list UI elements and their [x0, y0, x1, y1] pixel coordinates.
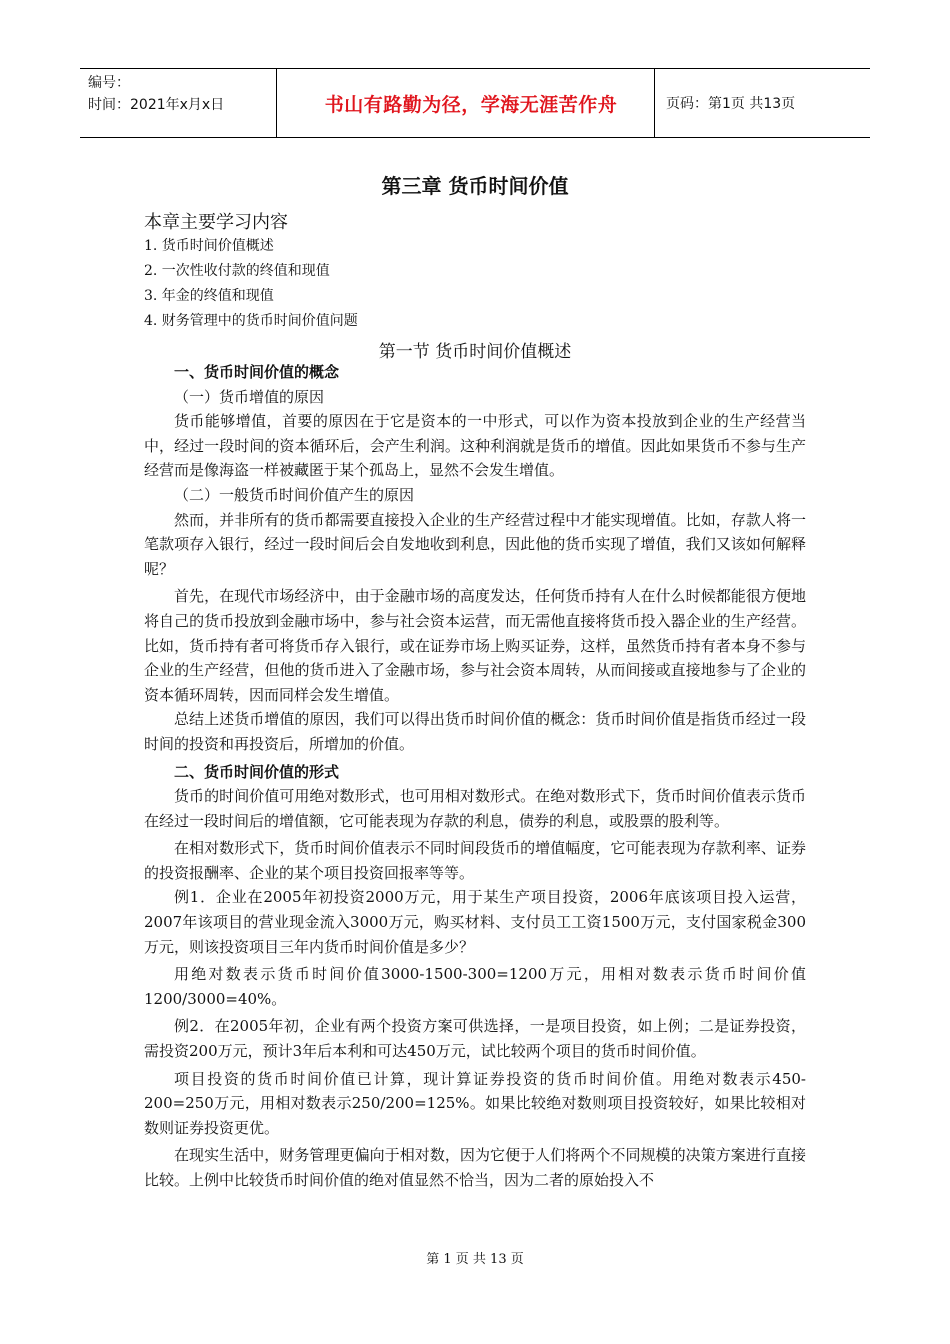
header-divider [276, 69, 277, 137]
contents-heading: 本章主要学习内容 [144, 212, 288, 233]
contents-list [144, 234, 358, 334]
heading-form: 二、货币时间价值的形式 [174, 762, 340, 781]
subheading-reason-1: （一）货币增值的原因 [174, 387, 325, 406]
chapter-title: 第三章 货币时间价值 [381, 174, 569, 198]
paragraph: 在相对数形式下，货币时间价值表示不同时间段货币的增值幅度，它可能表现为存款利率、证券的投资报酬率、企业的某个项目投资回报率等等。 [144, 839, 806, 882]
paragraph: 例1．企业在2005年初投资2000万元，用于某生产项目投资，2006年底该项目投入运营，2007年该项目的营业现金流入3000万元，购买材料、支付员工工资1500万元，支付国家税金300万元，则该投资项目三年内货币时间价值是多少？ [144, 888, 806, 956]
document-body [144, 360, 806, 1193]
paragraph: 然而，并非所有的货币都需要直接投入企业的生产经营过程中才能实现增值。比如，存款人将一笔款项存入银行，经过一段时间后会自发地收到利息，因此他的货币实现了增值，我们又该如何解释呢？ [144, 510, 806, 578]
subheading-reason-2: （二）一般货币时间价值产生的原因 [174, 485, 415, 504]
paragraph: 总结上述货币增值的原因，我们可以得出货币时间价值的概念：货币时间价值是指货币经过一段时间的投资和再投资后，所增加的价值。 [144, 710, 806, 753]
paragraph: 用绝对数表示货币时间价值3000-1500-300=1200万元，用相对数表示货币时间价值1200/3000=40%。 [144, 965, 806, 1008]
paragraph: 在现实生活中，财务管理更偏向于相对数，因为它便于人们将两个不同规模的决策方案进行直接比较。上例中比较货币时间价值的绝对值显然不恰当，因为二者的原始投入不 [144, 1146, 806, 1189]
section-title: 第一节 货币时间价值概述 [378, 342, 572, 362]
contents-item: 4. 财务管理中的货币时间价值问题 [144, 313, 358, 329]
paragraph: 首先，在现代市场经济中，由于金融市场的高度发达，任何货币持有人在什么时候都能很方便地将自己的货币投放到金融市场中，参与社会资本运营，而无需他直接将货币投入器企业的生产经营。比如，货币持有者可将货币存入银行，或在证券市场上购买证券，这样，虽然货币持有者本身不参与企业的生产经营，但他的货币进入了金融市场，参与社会资本周转，从而间接或直接地参与了企业的资本循环周转，因而同样会发生增值。 [144, 587, 806, 704]
paragraph: 项目投资的货币时间价值已计算，现计算证券投资的货币时间价值。用绝对数表示450-200=250万元，用相对数表示250/200=125%。如果比较绝对数则项目投资较好，如果比较相对数则证券投资更优。 [144, 1069, 806, 1137]
heading-concept: 一、货币时间价值的概念 [174, 363, 340, 381]
number-label: 编号： [88, 75, 130, 91]
paragraph: 货币的时间价值可用绝对数形式，也可用相对数形式。在绝对数形式下，货币时间价值表示货币在经过一段时间后的增值额，它可能表现为存款的利息，债券的利息，或股票的股利等。 [144, 787, 806, 830]
contents-item: 1. 货币时间价值概述 [144, 238, 274, 254]
time-label: 时间：2021年x月x日 [88, 97, 225, 113]
paragraph: 货币能够增值，首要的原因在于它是资本的一中形式，可以作为资本投放到企业的生产经营当中，经过一段时间的资本循环后，会产生利润。这种利润就是货币的增值。因此如果货币不参与生产经营而是像海盗一样被藏匿于某个孤岛上，显然不会发生增值。 [144, 412, 806, 480]
contents-item: 3. 年金的终值和现值 [144, 288, 274, 304]
header-meta [88, 72, 224, 116]
document-header [80, 68, 870, 138]
page-footer: 第 1 页 共 13 页 [426, 1252, 524, 1267]
header-page-info: 页码：第1页 共13页 [666, 96, 796, 112]
contents-item: 2. 一次性收付款的终值和现值 [144, 263, 330, 279]
header-motto: 书山有路勤为径，学海无涯苦作舟 [324, 93, 618, 116]
paragraph: 例2．在2005年初，企业有两个投资方案可供选择，一是项目投资，如上例；二是证券投资，需投资200万元，预计3年后本利和可达450万元，试比较两个项目的货币时间价值。 [144, 1017, 806, 1061]
